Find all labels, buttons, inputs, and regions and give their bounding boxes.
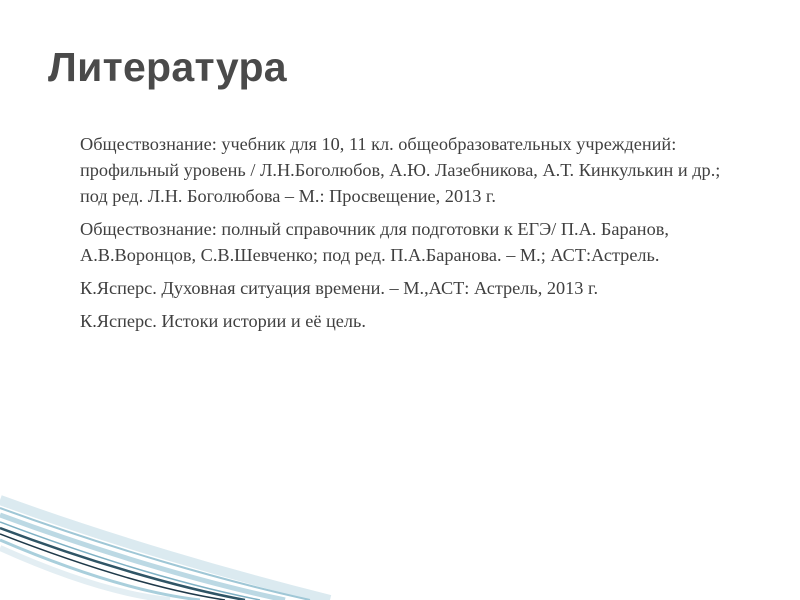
list-item-text: Обществознание: полный справочник для подготовки к ЕГЭ/ П.А. Баранов, А.В.Воронцов, С.В.Шевченко; под ред. П.А.Баранова. – М.; АСТ:Астрель. [80,219,669,265]
slide-title: Литература [48,44,287,90]
list-item-text: Обществознание: учебник для 10, 11 кл. общеобразовательных учреждений: профильный уровень / Л.Н.Боголюбов, А.Ю. Лазебникова, А.Т. Кинкулькин и др.; под ред. Л.Н. Боголюбова – М.: Просвещение, 2013 г. [80,134,721,206]
list-item [56,308,746,334]
bibliography-list [56,131,746,341]
list-item-text: К.Ясперс. Духовная ситуация времени. – М.,АСТ: Астрель, 2013 г. [80,278,599,298]
list-item [56,216,746,268]
list-item-text: К.Ясперс. Истоки истории и её цель. [80,311,366,331]
list-item [56,131,746,209]
list-item [56,275,746,301]
